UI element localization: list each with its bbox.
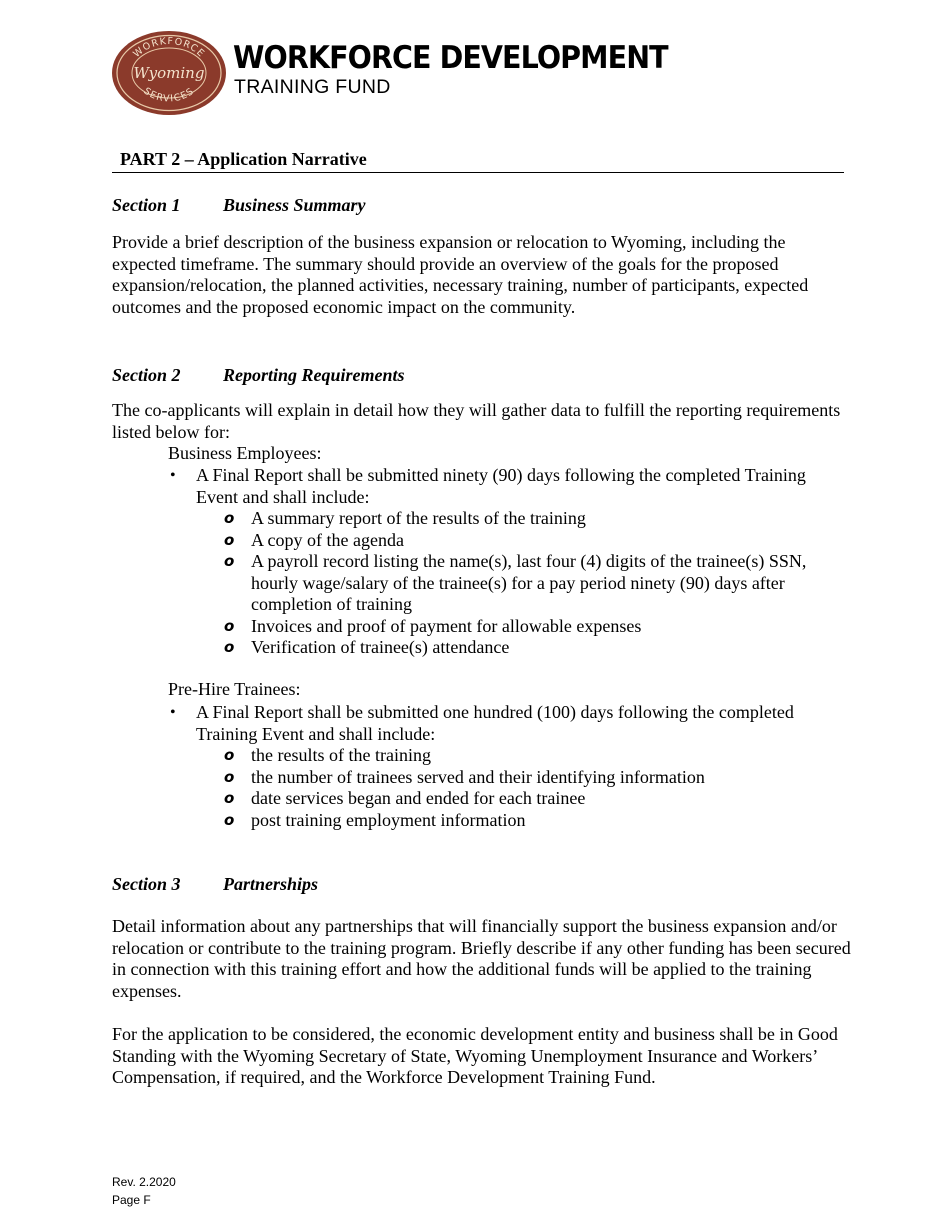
bullet-text: A Final Report shall be submitted ninety (90) days following the completed Training Event and shall include:: [196, 465, 806, 507]
pre-hire-trainees-list: [0, 702, 950, 831]
group-label: Business Employees:: [168, 443, 322, 463]
business-employees-list: [0, 465, 950, 659]
list-item: o post training employment information: [224, 809, 526, 830]
section-3-paragraph: Detail information about any partnerships that will financially support the business expansion and/or relocation or contribute to the training program. Briefly describe if any other funding has been secured in connection with this training effort and how the additional funds will be applied to the training expenses.: [112, 916, 851, 1001]
list-item: o Invoices and proof of payment for allowable expenses: [224, 615, 642, 636]
sub-item-text: A summary report of the results of the training: [251, 508, 586, 528]
seal-top-text: WORKFORCE: [131, 35, 207, 60]
bullet-text: A Final Report shall be submitted one hundred (100) days following the completed Training Event and shall include:: [196, 702, 794, 744]
logo: [111, 30, 668, 118]
wyoming-seal-logo: [111, 30, 227, 116]
section-1-paragraph: Provide a brief description of the business expansion or relocation to Wyoming, including the expected timeframe. The summary should provide an overview of the goals for the proposed expansion/relocation, the planned activities, necessary training, number of participants, expected outcomes and the proposed economic impact on the community.: [112, 232, 809, 317]
group-label: Pre-Hire Trainees:: [168, 679, 301, 699]
brand-subtitle: TRAINING FUND: [234, 76, 391, 98]
sub-item-text: A payroll record listing the name(s), last four (4) digits of the trainee(s) SSN, hourly wage/salary of the trainee(s) for a pay period ninety (90) days after completion of training: [251, 551, 807, 614]
list-item: o A payroll record listing the name(s), last four (4) digits of the trainee(s) SSN, hourly wage/salary of the trainee(s) for a pay period ninety (90) days after completion of training: [224, 551, 807, 614]
list-item: • A Final Report shall be submitted ninety (90) days following the completed Training Event and shall include:: [170, 465, 806, 507]
section-title: Partnerships: [223, 874, 319, 894]
sub-item-text: A copy of the agenda: [251, 529, 404, 550]
sub-item-text: Invoices and proof of payment for allowable expenses: [251, 615, 642, 636]
sub-item-text: post training employment information: [251, 809, 526, 830]
list-item: o A copy of the agenda: [224, 529, 404, 550]
list-item: o date services began and ended for each trainee: [224, 788, 586, 808]
divider: [112, 172, 844, 173]
brand-title: WORKFORCE DEVELOPMENT: [233, 40, 668, 76]
section-1-heading: [112, 194, 366, 216]
section-title: Business Summary: [223, 195, 366, 215]
sub-item-text: date services began and ended for each trainee: [251, 788, 586, 808]
seal-middle-text: Wyoming: [133, 64, 205, 82]
list-item: • A Final Report shall be submitted one hundred (100) days following the completed Training Event and shall include:: [170, 702, 794, 744]
revision-label: Rev. 2.2020: [112, 1175, 176, 1189]
section-title: Reporting Requirements: [223, 365, 405, 385]
section-number: Section 1: [112, 195, 181, 215]
seal-bottom-text: SERVICES: [141, 85, 197, 105]
list-item: o Verification of trainee(s) attendance: [224, 637, 510, 657]
section-2-heading: [112, 364, 405, 386]
list-item: o A summary report of the results of the training: [224, 508, 586, 528]
sub-item-text: Verification of trainee(s) attendance: [251, 637, 510, 657]
section-3-heading: [112, 873, 318, 895]
section-number: Section 2: [112, 365, 181, 385]
sub-item-text: the results of the training: [251, 745, 431, 765]
sub-item-text: the number of trainees served and their identifying information: [251, 766, 705, 787]
list-item: o the results of the training: [224, 745, 431, 765]
part-title: PART 2 – Application Narrative: [120, 149, 367, 169]
section-3-paragraph-2: For the application to be considered, the economic development entity and business shall be in Good Standing with the Wyoming Secretary of State, Wyoming Unemployment Insurance and Workers’ Compensation, if required, and the Workforce Development Training Fund.: [112, 1024, 838, 1087]
section-2-paragraph: The co-applicants will explain in detail how they will gather data to fulfill the reporting requirements listed below for:: [112, 400, 841, 442]
list-item: o the number of trainees served and their identifying information: [224, 766, 705, 787]
page-label: Page F: [112, 1193, 151, 1207]
section-number: Section 3: [112, 874, 181, 894]
